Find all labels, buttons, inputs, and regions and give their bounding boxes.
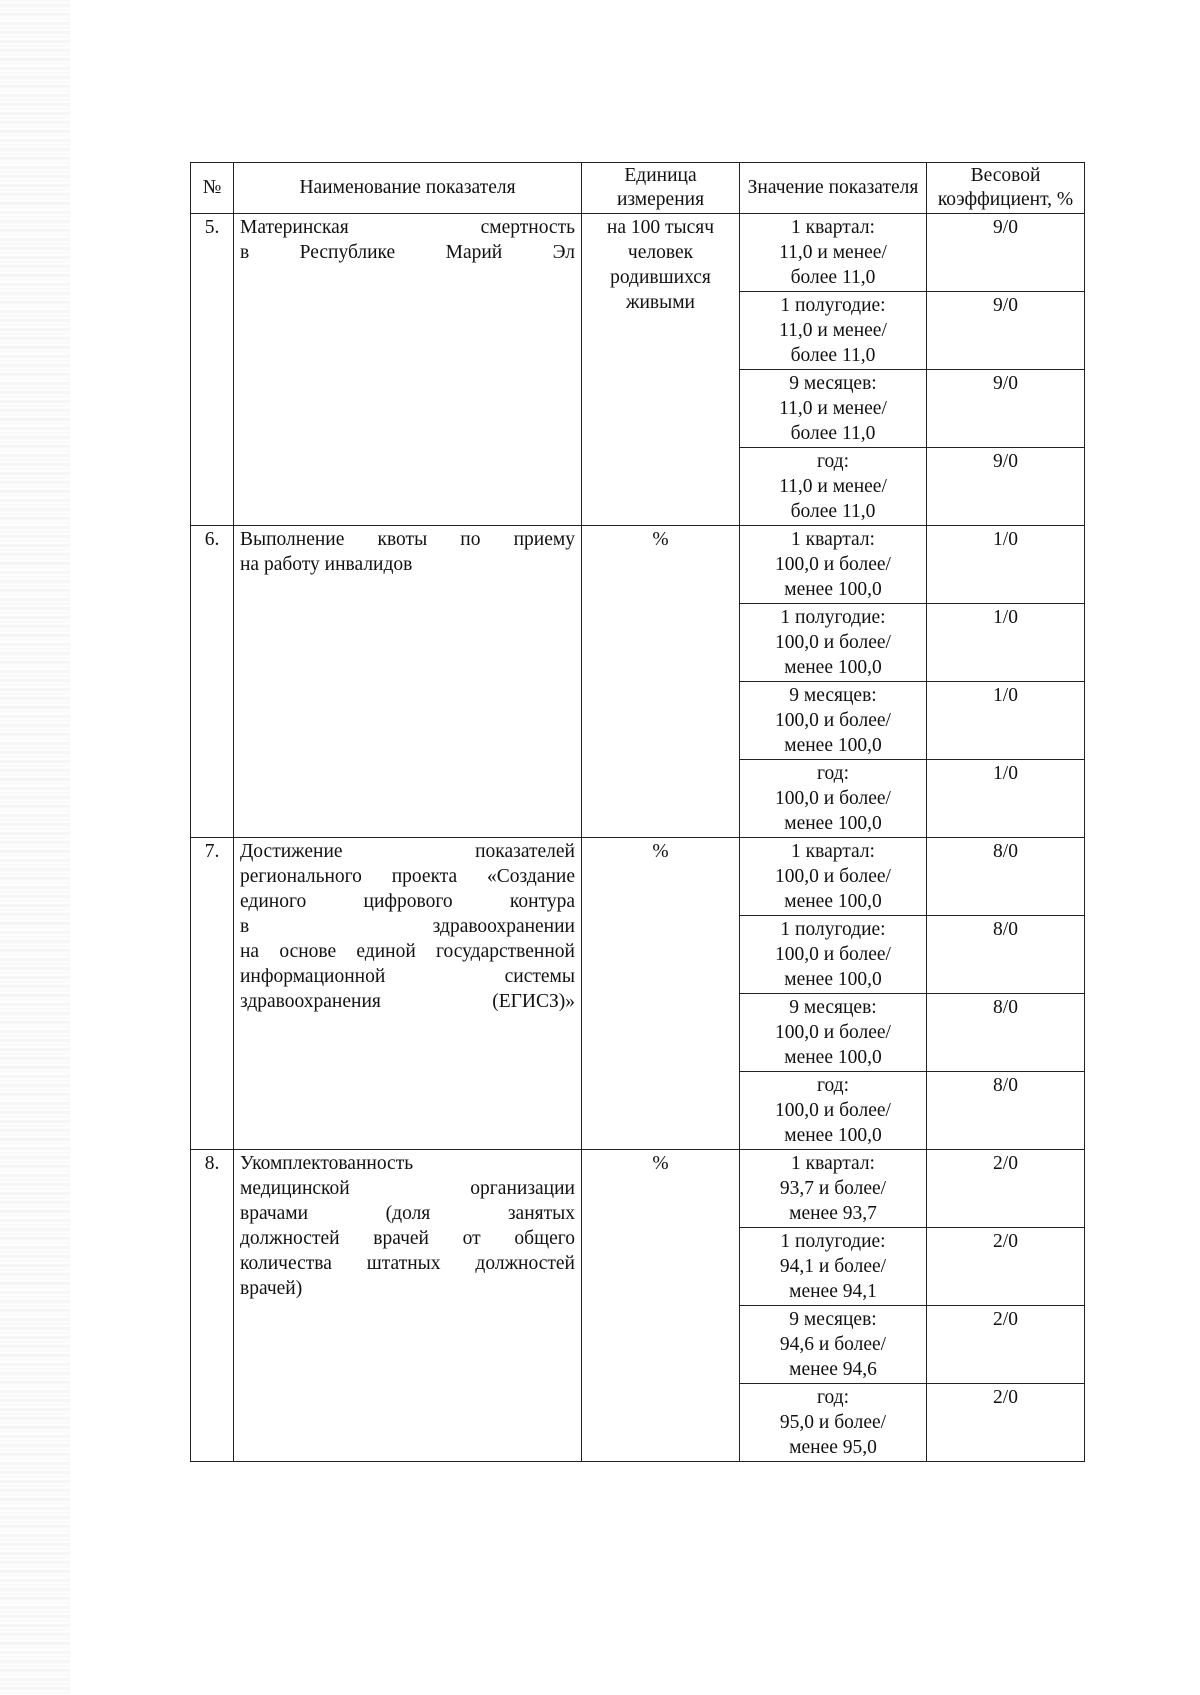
value-line2: менее 95,0 [789,1437,877,1458]
value-line1: 100,0 и более/ [775,632,891,653]
row-number: 8. [191,1150,234,1462]
indicators-table [190,162,1085,1462]
indicator-name-line: на работу инвалидов [240,554,413,575]
value-label: 1 полугодие: [780,607,886,628]
document-page [190,162,1084,1462]
indicator-name-line: единого цифрового контура [240,891,575,912]
value-label: 9 месяцев: [789,997,877,1018]
value-line1: 100,0 и более/ [775,710,891,731]
value-line1: 11,0 и менее/ [779,398,887,419]
header-row [191,163,1085,214]
value-label: 1 квартал: [791,217,875,238]
value-label: 9 месяцев: [789,1309,877,1330]
indicator-value [740,1150,927,1228]
indicator-name-line: в Республике Марий Эл [240,242,575,263]
indicator-name-line: Материнская смертность [240,217,575,238]
value-line1: 94,6 и более/ [779,1334,887,1355]
scan-edge-noise [0,0,70,1695]
value-line2: менее 94,1 [789,1281,877,1302]
value-line1: 94,1 и более/ [779,1256,887,1277]
indicator-name-line: Укомплектованность [240,1153,414,1174]
weight-coefficient: 1/0 [927,604,1085,682]
indicator-name [234,214,582,526]
indicator-name [234,838,582,1150]
indicator-name-line: Выполнение квоты по приему [240,529,575,550]
value-line1: 11,0 и менее/ [779,320,887,341]
table-row [191,526,1085,604]
weight-coefficient: 1/0 [927,526,1085,604]
indicator-value [740,214,927,292]
value-label: 1 полугодие: [780,295,886,316]
value-label: год: [816,1075,850,1096]
value-label: 1 квартал: [791,1153,875,1174]
weight-coefficient: 9/0 [927,292,1085,370]
indicator-value [740,526,927,604]
indicator-name [234,1150,582,1462]
weight-coefficient: 9/0 [927,214,1085,292]
indicator-name-line: количества штатных должностей [240,1253,575,1274]
row-number: 5. [191,214,234,526]
indicator-value [740,1072,927,1150]
weight-coefficient: 8/0 [927,994,1085,1072]
value-label: 9 месяцев: [789,373,877,394]
value-label: 9 месяцев: [789,685,877,706]
weight-coefficient: 9/0 [927,370,1085,448]
weight-coefficient: 2/0 [927,1150,1085,1228]
unit-of-measure: на 100 тысяч человек родившихся живыми [582,214,740,526]
weight-coefficient: 1/0 [927,682,1085,760]
indicator-name-line: должностей врачей от общего [240,1228,575,1249]
value-line1: 100,0 и более/ [775,1022,891,1043]
weight-coefficient: 8/0 [927,916,1085,994]
value-line2: менее 100,0 [784,735,882,756]
value-line2: менее 93,7 [789,1203,877,1224]
weight-coefficient: 9/0 [927,448,1085,526]
value-label: год: [816,451,850,472]
indicator-name-line: в здравоохранении [240,916,575,937]
unit-of-measure: % [582,1150,740,1462]
value-label: 1 полугодие: [780,919,886,940]
weight-coefficient: 8/0 [927,1072,1085,1150]
weight-coefficient: 8/0 [927,838,1085,916]
row-number: 7. [191,838,234,1150]
value-line1: 100,0 и более/ [775,788,891,809]
indicator-value [740,760,927,838]
indicator-value [740,1228,927,1306]
header-value: Значение показателя [740,163,927,214]
value-line1: 93,7 и более/ [779,1178,887,1199]
indicator-value [740,1384,927,1462]
table-row [191,838,1085,916]
value-label: год: [816,1387,850,1408]
indicator-name-line: регионального проекта «Создание [240,866,575,887]
unit-of-measure: % [582,838,740,1150]
value-line1: 11,0 и менее/ [779,242,887,263]
weight-coefficient: 2/0 [927,1306,1085,1384]
header-unit: Единица измерения [582,163,740,214]
weight-coefficient: 2/0 [927,1228,1085,1306]
value-line2: менее 100,0 [784,891,882,912]
indicator-value [740,604,927,682]
value-line1: 100,0 и более/ [775,554,891,575]
value-line2: менее 100,0 [784,813,882,834]
value-line2: более 11,0 [790,345,876,366]
indicator-value [740,916,927,994]
indicator-name-line: Достижение показателей [240,841,575,862]
value-line2: менее 100,0 [784,1125,882,1146]
value-line1: 95,0 и более/ [779,1412,887,1433]
value-line1: 100,0 и более/ [775,1100,891,1121]
value-line2: менее 100,0 [784,1047,882,1068]
indicator-value [740,370,927,448]
value-line2: менее 100,0 [784,969,882,990]
value-label: 1 квартал: [791,841,875,862]
header-weight: Весовой коэффициент, % [927,163,1085,214]
indicator-value [740,1306,927,1384]
header-num: № [191,163,234,214]
row-number: 6. [191,526,234,838]
value-label: 1 квартал: [791,529,875,550]
indicator-name [234,526,582,838]
table-body [191,214,1085,1462]
indicator-value [740,838,927,916]
value-label: 1 полугодие: [780,1231,886,1252]
indicator-name-line: медицинской организации [240,1178,575,1199]
value-line2: более 11,0 [790,423,876,444]
indicator-name-line: здравоохранения (ЕГИСЗ)» [240,991,575,1012]
table-row [191,1150,1085,1228]
table-row [191,214,1085,292]
indicator-name-line: на основе единой государственной [240,941,575,962]
unit-of-measure: % [582,526,740,838]
indicator-name-line: врачами (доля занятых [240,1203,575,1224]
value-line1: 100,0 и более/ [775,944,891,965]
indicator-name-line: врачей) [240,1278,303,1299]
value-line2: более 11,0 [790,267,876,288]
indicator-value [740,292,927,370]
value-line1: 11,0 и менее/ [779,476,887,497]
weight-coefficient: 2/0 [927,1384,1085,1462]
indicator-name-line: информационной системы [240,966,575,987]
header-name: Наименование показателя [234,163,582,214]
value-line2: более 11,0 [790,501,876,522]
value-line2: менее 100,0 [784,579,882,600]
value-line1: 100,0 и более/ [775,866,891,887]
value-line2: менее 100,0 [784,657,882,678]
value-line2: менее 94,6 [789,1359,877,1380]
indicator-value [740,994,927,1072]
indicator-value [740,682,927,760]
indicator-value [740,448,927,526]
value-label: год: [816,763,850,784]
weight-coefficient: 1/0 [927,760,1085,838]
